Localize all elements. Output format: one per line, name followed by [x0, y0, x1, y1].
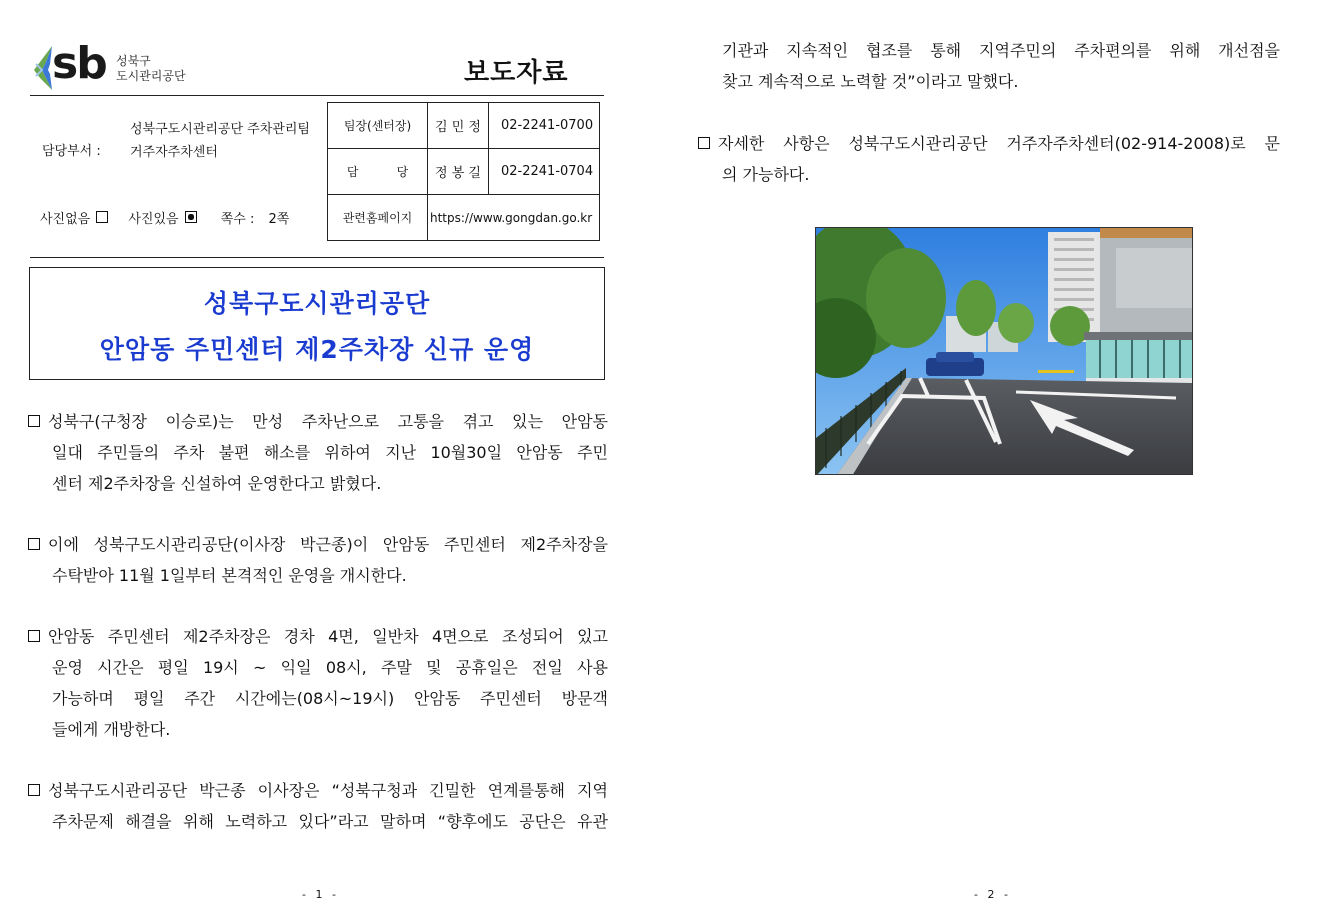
- press-release-title: 보도자료: [464, 58, 569, 88]
- dept-label: 담당부서 :: [42, 144, 101, 159]
- pages-label: 쪽수 :: [220, 212, 255, 227]
- logo-line-2: 도시관리공단: [116, 69, 186, 83]
- dept-name: [130, 118, 310, 164]
- sb-logo: [32, 38, 192, 92]
- paragraph-4: [28, 775, 608, 837]
- headline-line-1: 성북구도시관리공단: [203, 289, 431, 318]
- contact-role: 담 당: [328, 149, 428, 195]
- header-rule: [30, 95, 604, 96]
- paragraph-4-continued: [698, 35, 1280, 97]
- paragraph-line: 주차문제 해결을 위해 노력하고 있다”라고 말하며 “향후에도 공단은 유관: [52, 812, 608, 831]
- bullet-box-icon: [28, 630, 40, 642]
- contact-row: [328, 103, 600, 149]
- filled-checkbox-icon: [185, 211, 197, 223]
- contact-phone: 02-2241-0700: [489, 103, 600, 149]
- page-2: [660, 0, 1319, 915]
- bullet-box-icon: [28, 415, 40, 427]
- paragraph-line: 성북구도시관리공단 박근종 이사장은 “성북구청과 긴밀한 연계를통해 지역: [48, 781, 608, 800]
- homepage-label: 관련홈페이지: [328, 195, 428, 241]
- dept-line-2: 거주자주차센터: [130, 145, 218, 160]
- homepage-row: [328, 195, 600, 241]
- paragraph-line: 운영 시간은 평일 19시 ~ 익일 08시, 주말 및 공휴일은 전일 사용: [52, 658, 608, 677]
- contact-table: [327, 102, 600, 241]
- page-number-2: - 2 -: [974, 888, 1011, 901]
- homepage-link[interactable]: https://www.gongdan.go.kr: [428, 195, 600, 241]
- logo-text: [116, 54, 186, 84]
- paragraph-line: 들에게 개방한다.: [52, 720, 171, 739]
- bullet-box-icon: [28, 538, 40, 550]
- logo-mark: sb: [52, 38, 106, 89]
- paragraph-line: 이에 성북구도시관리공단(이사장 박근종)이 안암동 주민센터 제2주차장을: [48, 535, 608, 554]
- page-number-1: - 1 -: [302, 888, 339, 901]
- empty-checkbox-icon: [96, 211, 108, 223]
- bullet-box-icon: [698, 137, 710, 149]
- paragraph-1: [28, 406, 608, 499]
- photo-info: [40, 208, 295, 227]
- pages-value: 2쪽: [268, 212, 290, 227]
- bullet-box-icon: [28, 784, 40, 796]
- paragraph-line: 찾고 계속적으로 노력할 것”이라고 말했다.: [722, 72, 1019, 91]
- dept-line-1: 성북구도시관리공단 주차관리팀: [130, 122, 310, 137]
- contact-name: 김 민 정: [428, 103, 489, 149]
- contact-name: 정 봉 길: [428, 149, 489, 195]
- paragraph-line: 기관과 지속적인 협조를 통해 지역주민의 주차편의를 위해 개선점을: [722, 41, 1280, 60]
- paragraph-line: 안암동 주민센터 제2주차장은 경차 4면, 일반차 4면으로 조성되어 있고: [48, 627, 608, 646]
- headline-line-2: 안암동 주민센터 제2주차장 신규 운영: [99, 335, 535, 364]
- photo-yes-label: 사진있음: [128, 212, 179, 227]
- photo-none-label: 사진없음: [40, 212, 91, 227]
- parking-lot-photo: [815, 227, 1193, 475]
- paragraph-line: 일대 주민들의 주차 불편 해소를 위하여 지난 10월30일 안암동 주민: [52, 443, 608, 462]
- contact-row: [328, 149, 600, 195]
- paragraph-line: 의 가능하다.: [722, 165, 810, 184]
- headline-box: [29, 267, 605, 380]
- paragraph-line: 성북구(구청장 이승로)는 만성 주차난으로 고통을 겪고 있는 안암동: [48, 412, 608, 431]
- parking-lot-image: [816, 228, 1193, 475]
- contact-phone: 02-2241-0704: [489, 149, 600, 195]
- paragraph-line: 자세한 사항은 성북구도시관리공단 거주자주차센터(02-914-2008)로 문: [718, 134, 1280, 153]
- paragraph-3: [28, 621, 608, 745]
- logo-line-1: 성북구: [116, 54, 151, 68]
- paragraph-2: [28, 529, 608, 591]
- paragraph-line: 가능하며 평일 주간 시간에는(08시~19시) 안암동 주민센터 방문객: [52, 689, 608, 708]
- paragraph-5: [698, 128, 1280, 190]
- paragraph-line: 수탁받아 11월 1일부터 본격적인 운영을 개시한다.: [52, 566, 407, 585]
- info-rule: [30, 257, 604, 258]
- contact-role: 팀장(센터장): [328, 103, 428, 149]
- paragraph-line: 센터 제2주차장을 신설하여 운영한다고 밝혔다.: [52, 474, 382, 493]
